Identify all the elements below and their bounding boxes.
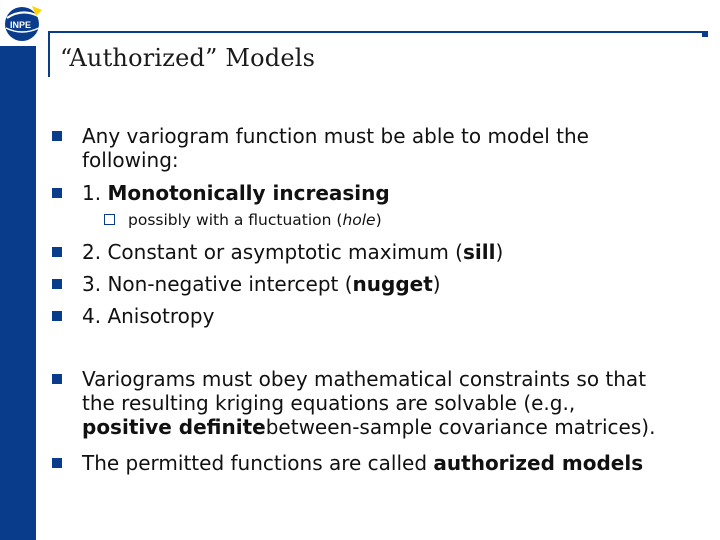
bullet-item-sill — [82, 240, 503, 264]
sub-bullet-text: possibly with a fluctuation ( — [128, 211, 343, 229]
bullet-text: following: — [82, 148, 179, 172]
sub-bullet-text: ) — [375, 211, 382, 229]
bullet-item-authorized-models — [82, 451, 643, 475]
bullet-text: ) — [432, 272, 441, 296]
sub-bullet-italic-text: hole — [342, 211, 376, 229]
bullet-bold-text: positive definite — [82, 415, 266, 439]
inpe-logo-icon — [2, 2, 46, 44]
bullet-text: between-sample covariance matrices). — [265, 415, 656, 439]
bullet-marker — [52, 311, 62, 321]
bullet-text: 3. Non-negative intercept ( — [82, 272, 353, 296]
bullet-item-anisotropy — [82, 304, 214, 328]
bullet-bold-text: nugget — [352, 272, 433, 296]
bullet-text: 4. Anisotropy — [82, 304, 215, 328]
left-accent-bar — [0, 0, 36, 540]
bullet-text: 2. Constant or asymptotic maximum ( — [82, 240, 463, 264]
inpe-logo — [0, 0, 48, 46]
bullet-text: 1. — [82, 181, 108, 205]
title-frame-top-line — [48, 31, 708, 33]
title-frame-end-mark — [702, 31, 708, 37]
bullet-marker — [52, 458, 62, 468]
bullet-text: Any variogram function must be able to model the — [82, 124, 589, 148]
bullet-item-nugget — [82, 272, 441, 296]
bullet-item-variogram-requirement — [82, 124, 589, 172]
sub-bullet-marker — [104, 214, 115, 225]
bullet-marker — [52, 374, 62, 384]
slide-title: “Authorized” Models — [60, 44, 316, 72]
bullet-bold-text: Monotonically increasing — [107, 181, 390, 205]
sub-bullet-item-hole — [128, 210, 382, 230]
bullet-text: Variograms must obey mathematical constraints so that — [82, 367, 647, 391]
bullet-text: ) — [495, 240, 504, 264]
bullet-marker — [52, 188, 62, 198]
bullet-marker — [52, 131, 62, 141]
bullet-bold-text: sill — [462, 240, 496, 264]
bullet-text: the resulting kriging equations are solvable (e.g., — [82, 391, 576, 415]
bullet-marker — [52, 247, 62, 257]
bullet-item-monotonic — [82, 181, 390, 205]
svg-text:INPE: INPE — [10, 20, 32, 30]
title-frame-left-line — [48, 31, 50, 77]
bullet-item-constraints — [82, 367, 655, 439]
bullet-bold-text: authorized models — [433, 451, 644, 475]
bullet-text: The permitted functions are called — [82, 451, 434, 475]
bullet-marker — [52, 279, 62, 289]
